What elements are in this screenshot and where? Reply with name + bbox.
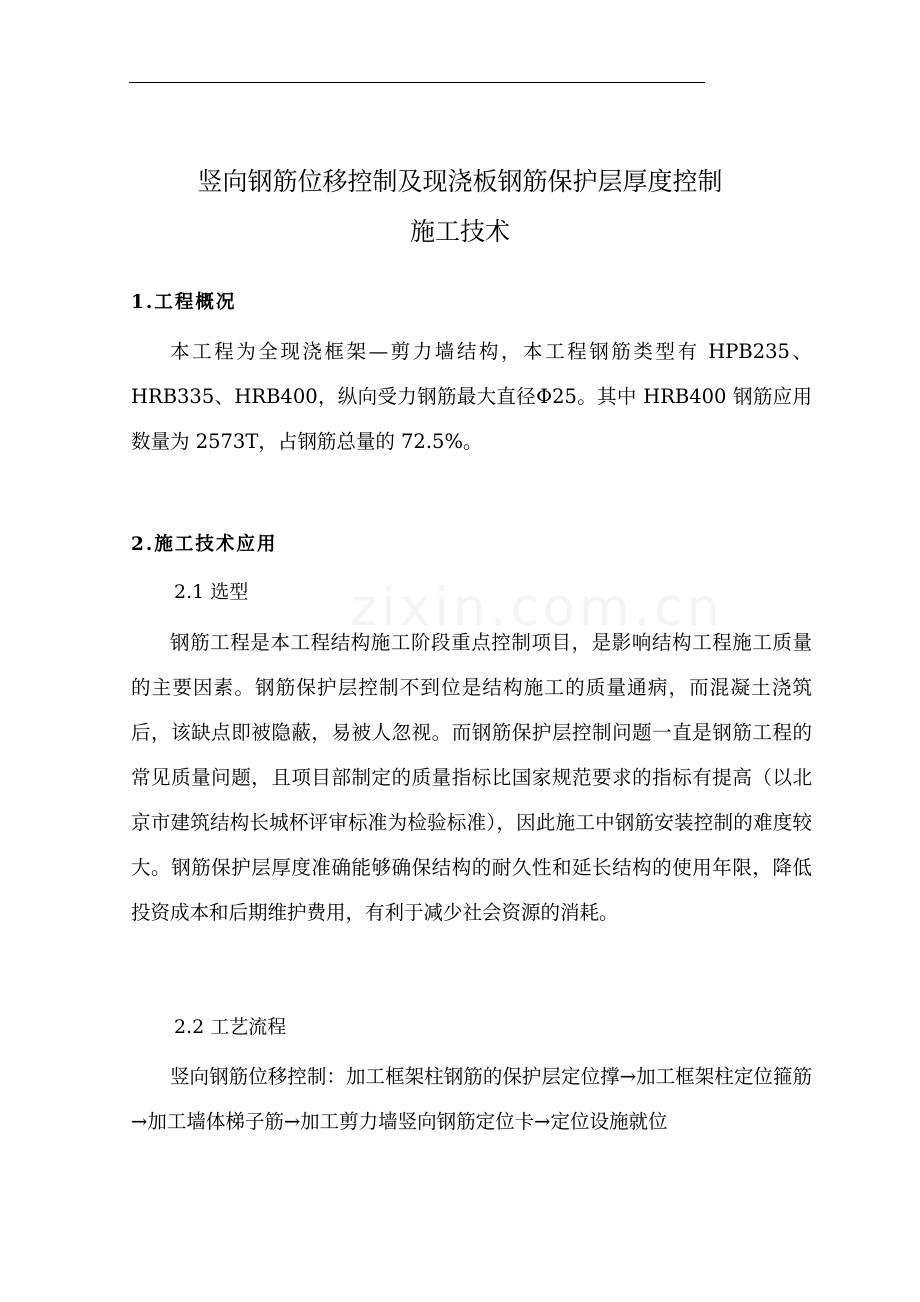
subsection-2-1-heading: 2.1 选型 — [174, 581, 249, 603]
subsection-2-1-paragraph: 钢筋工程是本工程结构施工阶段重点控制项目，是影响结构工程施工质量的主要因素。钢筋保护层控制不到位是结构施工的质量通病，而混凝土浇筑后，该缺点即被隐蔽，易被人忽视。而钢筋保护层控制问题一直是钢筋工程的常见质量问题，且项目部制定的质量指标比国家规范要求的指标有提高（以北京市建筑结构长城杯评审标准为检验标准），因此施工中钢筋安装控制的难度较大。钢筋保护层厚度准确能够确保结构的耐久性和延长结构的使用年限，降低投资成本和后期维护费用，有利于减少社会资源的消耗。 — [131, 631, 812, 924]
document-title: 竖向钢筋位移控制及现浇板钢筋保护层厚度控制 — [197, 167, 723, 196]
subsection-2-2-paragraph: 竖向钢筋位移控制：加工框架柱钢筋的保护层定位撑→加工框架柱定位箍筋→加工墙体梯子筋→加工剪力墙竖向钢筋定位卡→定位设施就位 — [131, 1065, 812, 1133]
section-1-heading: 1.工程概况 — [131, 292, 237, 313]
document-title-line2: 施工技术 — [409, 217, 510, 246]
section-1-paragraph: 本工程为全现浇框架—剪力墙结构，本工程钢筋类型有 HPB235、HRB335、HRB400，纵向受力钢筋最大直径Φ25。其中 HRB400 钢筋应用数量为 2573T，占钢筋总量的 72.5%。 — [131, 340, 812, 453]
header-rule — [129, 82, 705, 83]
section-2-heading: 2.施工技术应用 — [131, 534, 278, 555]
subsection-2-2-heading: 2.2 工艺流程 — [174, 1016, 287, 1038]
